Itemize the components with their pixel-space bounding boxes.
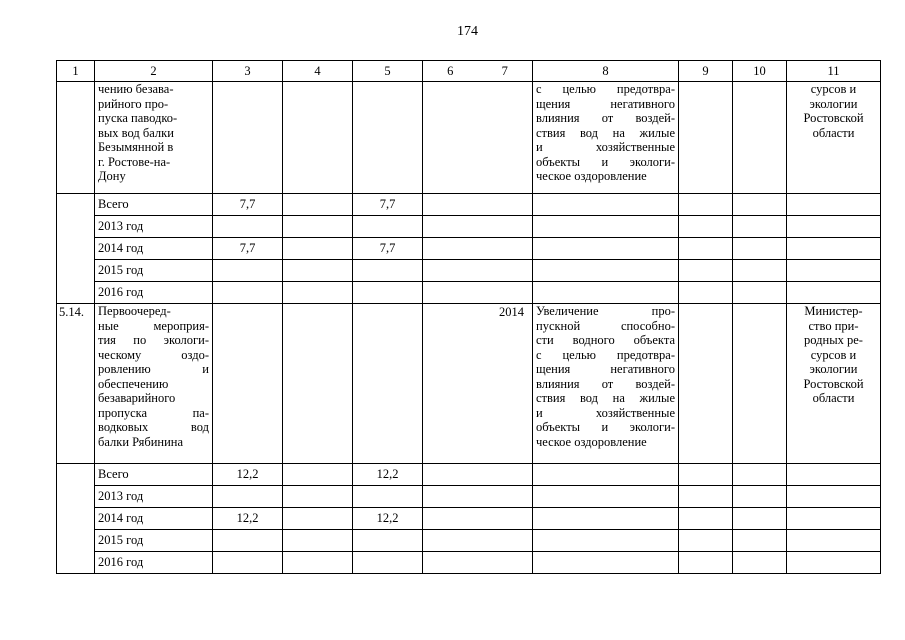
goal-cell: с целью предотвра- щения негативного влияния от воздей- ствия вод на жилые и хозяйственные объекты и экологи- ческое оздоровление — [533, 82, 679, 194]
col10-cell — [733, 304, 787, 464]
funding-col9 — [679, 552, 733, 574]
funding-col3: 7,7 — [213, 238, 283, 260]
funding-label: Всего — [95, 464, 213, 486]
col3-cell — [213, 304, 283, 464]
funding-label: 2016 год — [95, 552, 213, 574]
funding-col3 — [213, 486, 283, 508]
funding-row-2014 — [57, 508, 881, 530]
funding-row-2016 — [57, 552, 881, 574]
row-number-cell: 5.14. — [57, 304, 95, 464]
funding-col8 — [533, 508, 679, 530]
funding-col5 — [353, 282, 423, 304]
funding-col5: 12,2 — [353, 508, 423, 530]
funding-col11 — [787, 238, 881, 260]
col4-cell — [283, 304, 353, 464]
funding-col3: 12,2 — [213, 464, 283, 486]
funding-col10 — [733, 282, 787, 304]
funding-row-2015 — [57, 530, 881, 552]
funding-row-total — [57, 464, 881, 486]
header-col-9: 9 — [679, 61, 733, 82]
col6-7-cell — [423, 82, 533, 194]
funding-col9 — [679, 238, 733, 260]
col9-cell — [679, 82, 733, 194]
funding-col6-7 — [423, 194, 533, 216]
funding-col11 — [787, 194, 881, 216]
table-row — [57, 304, 881, 464]
funding-col5: 7,7 — [353, 238, 423, 260]
measure-name-cell: чению безава- рийного про- пуска паводко- вых вод балки Безымянной в г. Ростове-на- Дону — [95, 82, 213, 194]
funding-col6-7 — [423, 508, 533, 530]
funding-col6-7 — [423, 552, 533, 574]
funding-col10 — [733, 508, 787, 530]
funding-col3 — [213, 216, 283, 238]
goal-cell: Увеличение про- пускной способно- сти водного объекта с целью предотвра- щения негативного влияния от воздей- ствия вод на жилые и хозяйственные объекты и экологи- ческое оздоровление — [533, 304, 679, 464]
funding-col4 — [283, 508, 353, 530]
funding-label: 2016 год — [95, 282, 213, 304]
col3-cell — [213, 82, 283, 194]
funding-col5 — [353, 486, 423, 508]
funding-col9 — [679, 282, 733, 304]
funding-col8 — [533, 530, 679, 552]
funding-label: Всего — [95, 194, 213, 216]
funding-col4 — [283, 282, 353, 304]
funding-row-2015 — [57, 260, 881, 282]
funding-label: 2013 год — [95, 486, 213, 508]
funding-col5: 7,7 — [353, 194, 423, 216]
row-number-cell — [57, 464, 95, 574]
funding-col5 — [353, 530, 423, 552]
funding-col6-7 — [423, 486, 533, 508]
funding-col3 — [213, 552, 283, 574]
funding-col8 — [533, 282, 679, 304]
funding-col11 — [787, 552, 881, 574]
implementation-year: 2014 — [499, 305, 524, 319]
funding-col4 — [283, 486, 353, 508]
header-col-4: 4 — [283, 61, 353, 82]
funding-col9 — [679, 530, 733, 552]
funding-col9 — [679, 464, 733, 486]
header-col-1: 1 — [57, 61, 95, 82]
header-col-6-7 — [423, 61, 533, 82]
funding-col6-7 — [423, 530, 533, 552]
header-col-6: 6 — [447, 64, 454, 78]
funding-col3 — [213, 530, 283, 552]
funding-col4 — [283, 216, 353, 238]
col5-cell — [353, 82, 423, 194]
funding-col5 — [353, 260, 423, 282]
funding-col9 — [679, 508, 733, 530]
funding-label: 2015 год — [95, 530, 213, 552]
header-col-11: 11 — [787, 61, 881, 82]
header-col-10: 10 — [733, 61, 787, 82]
funding-label: 2015 год — [95, 260, 213, 282]
table-row — [57, 82, 881, 194]
funding-col9 — [679, 486, 733, 508]
funding-col10 — [733, 486, 787, 508]
funding-col6-7 — [423, 260, 533, 282]
funding-col4 — [283, 260, 353, 282]
header-col-2: 2 — [95, 61, 213, 82]
funding-col10 — [733, 552, 787, 574]
funding-col10 — [733, 238, 787, 260]
funding-col11 — [787, 530, 881, 552]
funding-col4 — [283, 464, 353, 486]
col5-cell — [353, 304, 423, 464]
funding-col10 — [733, 464, 787, 486]
page-number: 174 — [457, 24, 478, 39]
funding-col3 — [213, 282, 283, 304]
funding-col9 — [679, 194, 733, 216]
funding-col3: 7,7 — [213, 194, 283, 216]
funding-col8 — [533, 238, 679, 260]
funding-col10 — [733, 260, 787, 282]
executor-cell: Министер- ство при- родных ре- сурсов и экологии Ростовской области — [787, 304, 881, 464]
funding-col3 — [213, 260, 283, 282]
funding-row-2014 — [57, 238, 881, 260]
funding-row-total — [57, 194, 881, 216]
funding-col4 — [283, 238, 353, 260]
funding-col8 — [533, 486, 679, 508]
funding-col9 — [679, 216, 733, 238]
funding-col8 — [533, 194, 679, 216]
header-row — [57, 61, 881, 82]
funding-col11 — [787, 486, 881, 508]
funding-col11 — [787, 216, 881, 238]
funding-col8 — [533, 216, 679, 238]
funding-col11 — [787, 464, 881, 486]
measure-name-cell: Первоочеред- ные мероприя- тия по экологи- ческому оздо- ровлению и обеспечению безаварийного пропуска па- водковых вод балки Рябинина — [95, 304, 213, 464]
funding-col5 — [353, 552, 423, 574]
funding-row-2013 — [57, 216, 881, 238]
funding-col9 — [679, 260, 733, 282]
funding-col6-7 — [423, 216, 533, 238]
funding-col3: 12,2 — [213, 508, 283, 530]
funding-label: 2014 год — [95, 238, 213, 260]
funding-col8 — [533, 464, 679, 486]
funding-col6-7 — [423, 282, 533, 304]
row-number-cell — [57, 82, 95, 194]
funding-col5 — [353, 216, 423, 238]
funding-col11 — [787, 260, 881, 282]
funding-col5: 12,2 — [353, 464, 423, 486]
col4-cell — [283, 82, 353, 194]
col6-7-cell — [423, 304, 533, 464]
funding-row-2013 — [57, 486, 881, 508]
funding-col4 — [283, 552, 353, 574]
funding-col10 — [733, 216, 787, 238]
funding-col10 — [733, 530, 787, 552]
header-col-8: 8 — [533, 61, 679, 82]
funding-col4 — [283, 194, 353, 216]
executor-cell: сурсов и экологии Ростовской области — [787, 82, 881, 194]
header-col-5: 5 — [353, 61, 423, 82]
col10-cell — [733, 82, 787, 194]
header-col-3: 3 — [213, 61, 283, 82]
funding-row-2016 — [57, 282, 881, 304]
funding-col8 — [533, 552, 679, 574]
funding-col4 — [283, 530, 353, 552]
measures-table — [56, 60, 881, 574]
header-col-7: 7 — [501, 64, 508, 78]
row-number-cell — [57, 194, 95, 304]
funding-col8 — [533, 260, 679, 282]
funding-col6-7 — [423, 238, 533, 260]
funding-col10 — [733, 194, 787, 216]
funding-label: 2013 год — [95, 216, 213, 238]
funding-col11 — [787, 508, 881, 530]
funding-col11 — [787, 282, 881, 304]
col9-cell — [679, 304, 733, 464]
funding-col6-7 — [423, 464, 533, 486]
funding-label: 2014 год — [95, 508, 213, 530]
